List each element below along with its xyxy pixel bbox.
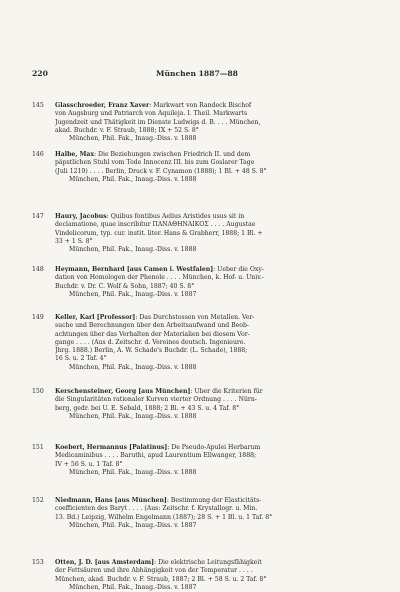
dissertation-note: München, Phil. Fak., Inaug.-Diss. v. 1888 — [69, 363, 197, 371]
entry-line: declamatione, quae inscribitur ΠΑΝΑΘΗΝΑΙΚΟΣ . . . . Augustae — [55, 221, 256, 229]
entry-line: Niedmann, Hans [aus München]: Bestimmung der Elasticitäts- — [55, 497, 262, 504]
bibliography-entry — [32, 151, 367, 184]
entry-line: Buchdr. v. Dr. C. Wolf & Sohn, 1887; 40 S. 8° — [55, 282, 195, 290]
bibliography-entry — [32, 559, 367, 592]
entry-line: Jhrg. 1888.) Berlin, A. W. Schade's Buchdr. (L. Schade), 1888; — [55, 347, 248, 355]
bibliography-entry — [32, 266, 367, 299]
dissertation-note: München, Phil. Fak., Inaug.-Diss. v. 1887 — [69, 521, 197, 529]
entry-line: päpstlichen Stuhl vom Tode Innocenz III. bis zum Goslarer Tage — [55, 159, 255, 167]
entry-line: berg, gedr. bei U. E. Sebald, 1888; 2 Bl. + 43 S. u. 4 Taf. 8° — [55, 404, 240, 412]
entry-line: Keller, Karl [Professor]: Das Durchstossen von Metallen. Ver- — [55, 314, 255, 321]
entry-line: die Singularitäten rationaler Kurven vierter Ordnung . . . . Nürn- — [55, 396, 257, 404]
entry-number: 145 — [32, 102, 44, 109]
entry-line: Haury, Jacobus: Quibus fontibus Aelius Aristides usus sit in — [55, 213, 245, 220]
entry-body — [55, 497, 367, 530]
entry-number: 146 — [32, 151, 44, 158]
entry-line: suche und Berechnungen über den Arbeitsaufwand und Beob- — [55, 322, 250, 330]
dissertation-note: München, Phil. Fak., Inaug.-Diss. v. 1888 — [69, 412, 197, 420]
entry-line: Halbe, Max: Die Beziehungen zwischen Friedrich II. und dem — [55, 151, 251, 158]
entry-line: Otten, J. D. [aus Amsterdam]: Die elektrische Leitungsfähigkeit — [55, 559, 262, 566]
entry-number: 149 — [32, 314, 44, 321]
entry-line: von Augsburg und Patriarch von Aquileja. I. Theil. Markwarts — [55, 110, 248, 118]
entry-body — [55, 559, 367, 592]
entry-line: Heymann, Bernhard [aus Camen i. Westfalen]: Ueber die Oxy- — [55, 266, 264, 273]
entry-line: 13. Bd.) Leipzig, Wilhelm Engelmann (1887); 28 S. + 1 Bl. u. 1 Taf. 8° — [55, 513, 273, 521]
entry-line: akad. Buchdr. v. F. Straub, 1888; IX + 52 S. 8° — [55, 126, 199, 134]
dissertation-note: München, Phil. Fak., Inaug.-Diss. v. 1888 — [69, 175, 197, 183]
entry-body — [55, 151, 367, 184]
entry-line: IV + 56 S. u. 1 Taf. 8° — [55, 460, 123, 468]
entry-line: Kerschensteiner, Georg [aus München]: Über die Kriterien für — [55, 388, 263, 395]
bibliography-entry — [32, 444, 367, 477]
bibliography-entry — [32, 388, 367, 421]
entry-line: gange . . . . (Aus d. Zeitschr. d. Vereines deutsch. Ingenieure. — [55, 338, 246, 346]
dissertation-note: München, Phil. Fak., Inaug.-Diss. v. 1887 — [69, 583, 197, 591]
bibliography-entry — [32, 102, 367, 143]
entry-line: Vindelicorum, typ. cur. instit. liter. Hans & Grabherr, 1888; 1 Bl. + — [55, 229, 263, 237]
entry-number: 148 — [32, 266, 44, 273]
entry-line: Medicaminibus . . . . Baruthi, apud Laurentium Ellwanger, 1888; — [55, 452, 257, 460]
entry-line: 33 + 1 S. 8° — [55, 237, 93, 245]
bibliography-entry — [32, 213, 367, 254]
entry-body — [55, 213, 367, 254]
entry-body — [55, 266, 367, 299]
entry-body — [55, 388, 367, 421]
entry-body — [55, 102, 367, 143]
entry-number: 151 — [32, 444, 44, 451]
dissertation-note: München, Phil. Fak., Inaug.-Diss. v. 1888 — [69, 135, 197, 143]
entry-number: 152 — [32, 497, 44, 504]
page-header — [32, 69, 362, 81]
running-title: München 1887—88 — [156, 69, 238, 78]
entry-line: Koebert, Hermannus [Palatinus]: De Pseudo-Apulei Herbarum — [55, 444, 261, 451]
entry-line: Jugendzeit und Thätigkeit im Dienste Ludwigs d. B. . . . München, — [55, 118, 261, 126]
entry-body — [55, 444, 367, 477]
entry-line: dation von Homologen der Phenole . . . . München, k. Hof- u. Univ.- — [55, 274, 264, 282]
entry-line: coefficienten des Baryt . . . . (Aus: Zeitschr. f. Krystallogr. u. Min. — [55, 505, 258, 513]
dissertation-note: München, Phil. Fak., Inaug.-Diss. v. 1887 — [69, 290, 197, 298]
entry-line: (Juli 1219) . . . . Berlin, Druck v. F. Cynamon (1888); 1 Bl. + 48 S. 8° — [55, 167, 267, 175]
bibliography-entry — [32, 497, 367, 530]
entry-number: 147 — [32, 213, 44, 220]
dissertation-note: München, Phil. Fak., Inaug.-Diss. v. 1888 — [69, 246, 197, 254]
entry-body — [55, 314, 367, 372]
entry-line: Glasschroeder, Franz Xaver: Markwart von Randeck Bischof — [55, 102, 252, 109]
bibliography-entry — [32, 314, 367, 372]
entry-line: der Fettsäuren und ihre Abhängigkeit von der Temperatur . . . . — [55, 567, 253, 575]
entry-line: 16 S. u. 2 Taf. 4° — [55, 355, 107, 363]
entry-line: München, akad. Buchdr. v. F. Straub, 1887; 2 Bl. + 58 S. u. 2 Taf. 8° — [55, 575, 267, 583]
entry-number: 153 — [32, 559, 44, 566]
page-number: 220 — [32, 69, 48, 78]
entry-line: achtungen über das Verhalten der Materialien bei diesem Vor- — [55, 330, 250, 338]
dissertation-note: München, Phil. Fak., Inaug.-Diss. v. 1888 — [69, 468, 197, 476]
entry-number: 150 — [32, 388, 44, 395]
